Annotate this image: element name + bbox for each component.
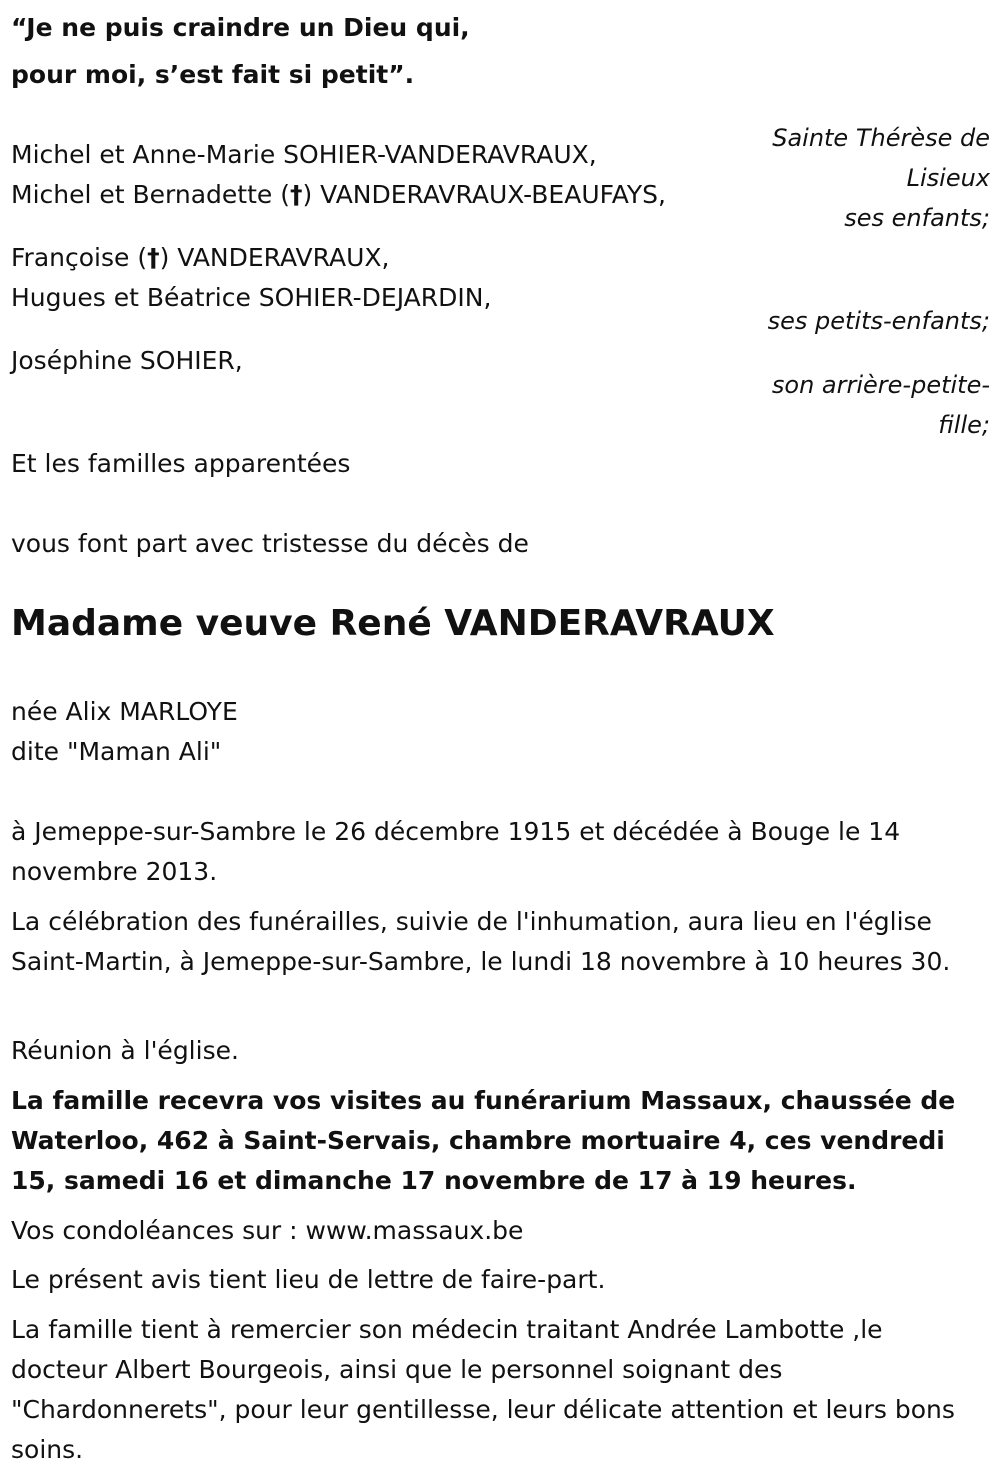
thanks-paragraph: La famille tient à remercier son médecin traitant Andrée Lambotte ,le docteur Albert Bourgeois, ainsi que le personnel soignant des "Chardonnerets", pour leur gentillesse, leur délicate attention et leurs bons soins. — [11, 1315, 955, 1464]
condolences-paragraph: Vos condoléances sur : www.massaux.be — [11, 1216, 524, 1245]
grandchildren-line-1-after: ) VANDERAVRAUX, — [159, 243, 390, 272]
grandchildren-line-2: Hugues et Béatrice SOHIER-DEJARDIN, — [11, 283, 492, 312]
great-grandchild: Joséphine SOHIER, — [11, 346, 243, 375]
relation-children: ses enfants; — [844, 204, 990, 232]
notice-paragraph: Le présent avis tient lieu de lettre de faire-part. — [11, 1265, 606, 1294]
relation-great-grandchild-line-1: son arrière-petite- — [771, 371, 990, 399]
funeral-paragraph: La célébration des funérailles, suivie de l'inhumation, aura lieu en l'église Saint-Martin, à Jemeppe-sur-Sambre, le lundi 18 novembre à 10 heures 30. — [11, 907, 951, 976]
relation-great-grandchild-line-2: fille; — [938, 411, 990, 439]
relation-grandchildren: ses petits-enfants; — [767, 307, 990, 335]
grandchildren-line-1 — [11, 238, 389, 278]
children-line-1: Michel et Anne-Marie SOHIER-VANDERAVRAUX, — [11, 140, 597, 169]
quote-line-1: “Je ne puis craindre un Dieu qui, — [11, 13, 470, 42]
nickname: dite "Maman Ali" — [11, 737, 222, 766]
children-line-2 — [11, 175, 666, 215]
deceased-name: Madame veuve René VANDERAVRAUX — [11, 603, 775, 644]
families-line: Et les familles apparentées — [11, 449, 351, 478]
announce-line: vous font part avec tristesse du décès de — [11, 529, 529, 558]
birth-death-paragraph: à Jemeppe-sur-Sambre le 26 décembre 1915 et décédée à Bouge le 14 novembre 2013. — [11, 817, 901, 886]
birth-name: née Alix MARLOYE — [11, 697, 238, 726]
quote-attribution-line-2: Lisieux — [906, 164, 990, 192]
cross-icon: † — [289, 180, 303, 209]
children-line-2-after: ) VANDERAVRAUX-BEAUFAYS, — [302, 180, 666, 209]
quote-attribution-line-1: Sainte Thérèse de — [772, 124, 990, 152]
quote-line-2: pour moi, s’est fait si petit”. — [11, 60, 415, 89]
visits-paragraph: La famille recevra vos visites au funérarium Massaux, chaussée de Waterloo, 462 à Saint-Servais, chambre mortuaire 4, ces vendredi 15, samedi 16 et dimanche 17 novembre de 17 à 19 heures. — [11, 1086, 956, 1195]
children-line-2-before: Michel et Bernadette ( — [11, 180, 290, 209]
meeting-paragraph: Réunion à l'église. — [11, 1036, 239, 1065]
grandchildren-line-1-before: Françoise ( — [11, 243, 148, 272]
cross-icon: † — [147, 243, 160, 272]
